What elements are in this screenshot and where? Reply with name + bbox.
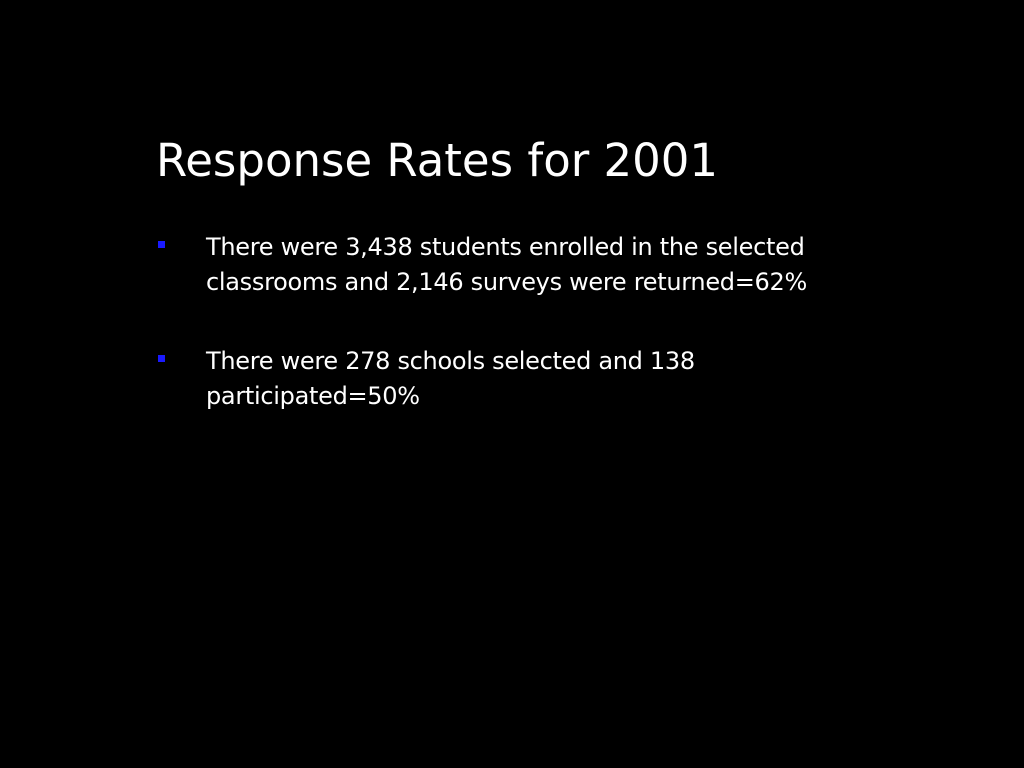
bullet-list xyxy=(156,230,876,458)
bullet-text-line-2: classrooms and 2,146 surveys were returned=62% xyxy=(206,268,807,296)
square-bullet-icon xyxy=(158,241,165,248)
bullet-text-line-2: participated=50% xyxy=(206,382,420,410)
bullet-item-schools xyxy=(156,344,876,414)
bullet-item-students xyxy=(156,230,876,300)
bullet-text-line-1: There were 278 schools selected and 138 xyxy=(206,347,695,375)
bullet-text-line-1: There were 3,438 students enrolled in the selected xyxy=(206,233,805,261)
slide-title: Response Rates for 2001 xyxy=(156,134,719,187)
square-bullet-icon xyxy=(158,355,165,362)
